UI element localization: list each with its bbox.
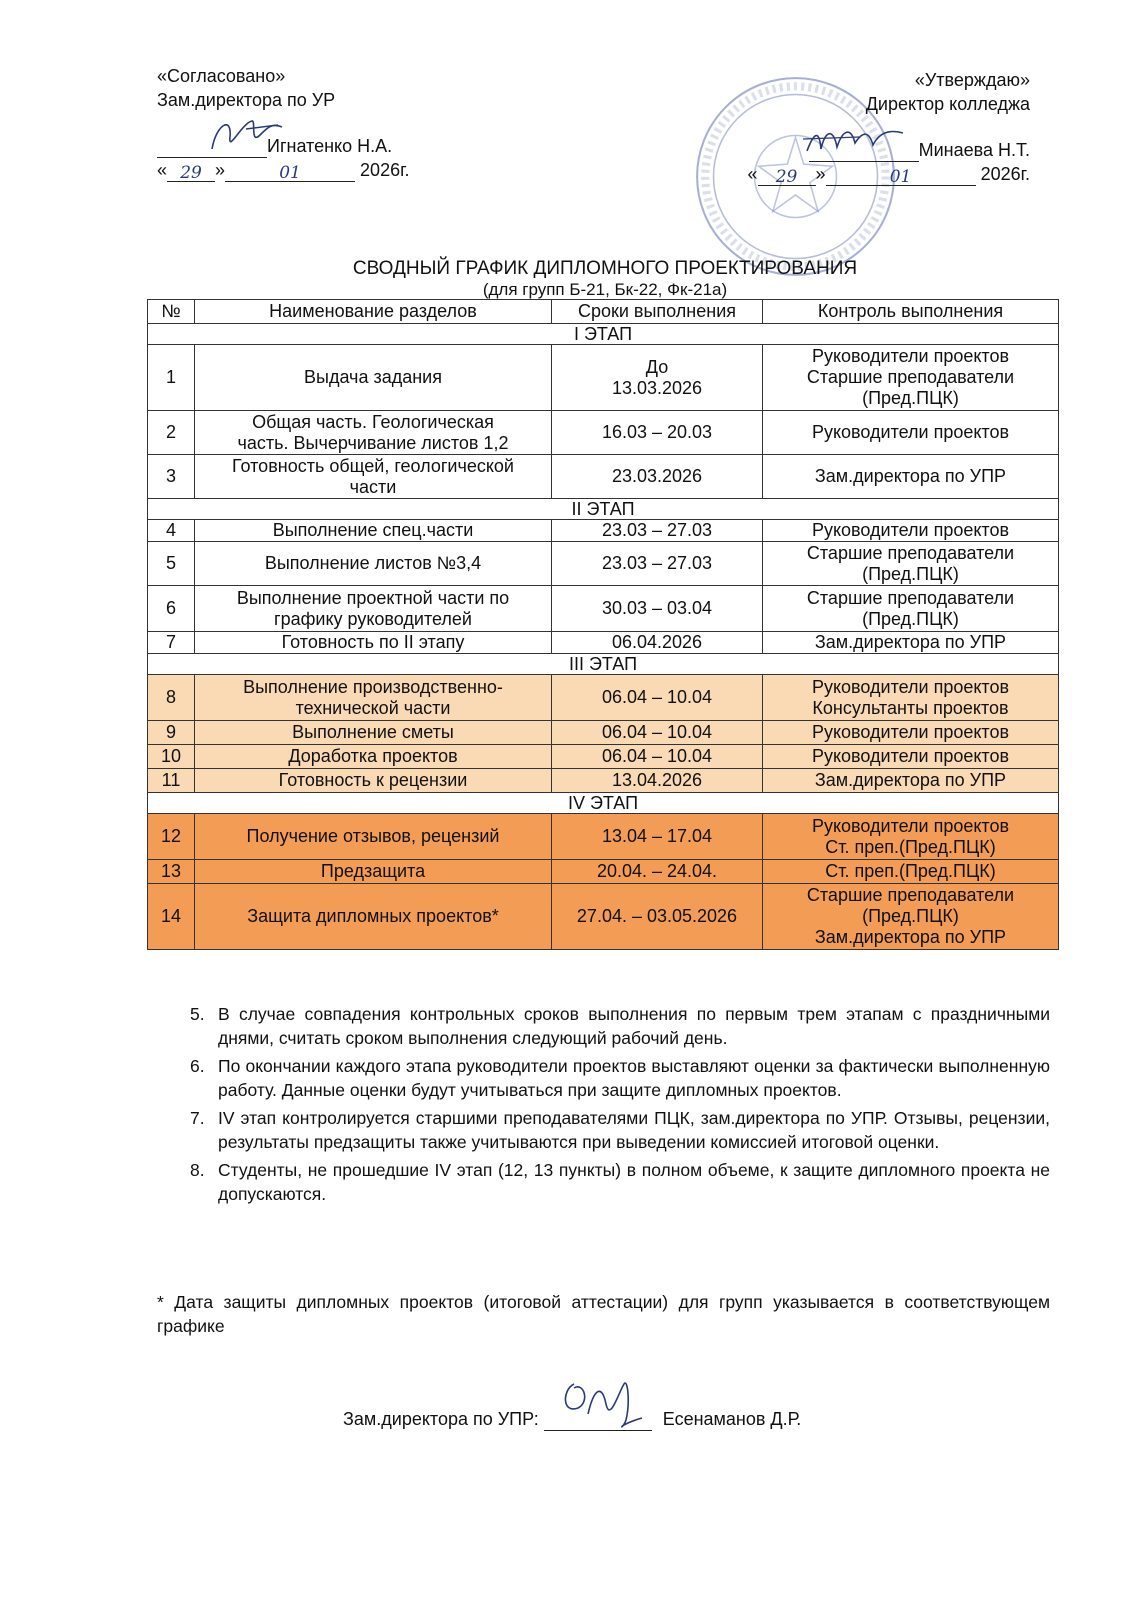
cell-term: 06.04 – 10.04 (552, 745, 763, 769)
approval-right-year: 2026г. (980, 164, 1030, 184)
table-row (148, 721, 1059, 745)
stage-label: II ЭТАП (148, 499, 1059, 520)
approval-right-label: «Утверждаю» (914, 70, 1030, 90)
table-row (148, 542, 1059, 586)
footnote: * Дата защиты дипломных проектов (итоговой аттестации) для групп указывается в соответствующем графике (157, 1292, 1050, 1336)
cell-term: До 13.03.2026 (552, 345, 763, 411)
note-item (190, 1158, 1050, 1206)
approval-right: «Утверждаю» Директор колледжа Минаева Н.Т. « 29 » 01 2026г. (735, 68, 1030, 186)
header-name: Наименование разделов (195, 300, 552, 324)
approval-right-position: Директор колледжа (865, 94, 1030, 114)
approval-left-year: 2026г. (360, 160, 410, 180)
stage-header-row (148, 654, 1059, 675)
table-row (148, 884, 1059, 950)
cell-num: 14 (148, 884, 195, 950)
cell-name: Защита дипломных проектов* (195, 884, 552, 950)
cell-name: Готовность по II этапу (195, 632, 552, 654)
cell-control: Зам.директора по УПР (763, 632, 1059, 654)
cell-name: Общая часть. Геологическая часть. Вычерчивание листов 1,2 (195, 411, 552, 455)
header-num: № (148, 300, 195, 324)
signature-line-bottom (544, 1410, 652, 1431)
note-number: 6. (190, 1056, 205, 1076)
table-row (148, 411, 1059, 455)
cell-term: 30.03 – 03.04 (552, 586, 763, 632)
handwritten-signature-left (202, 115, 292, 155)
cell-num: 7 (148, 632, 195, 654)
table-row (148, 675, 1059, 721)
note-text: Студенты, не прошедшие IV этап (12, 13 пункты) в полном объеме, к защите дипломного проекта не допускаются. (218, 1160, 1050, 1204)
header-term: Сроки выполнения (552, 300, 763, 324)
cell-control: Руководители проектов (763, 411, 1059, 455)
approval-left-month: 01 (225, 161, 355, 182)
approval-right-month: 01 (826, 165, 976, 186)
stage-label: I ЭТАП (148, 324, 1059, 345)
cell-num: 6 (148, 586, 195, 632)
note-text: В случае совпадения контрольных сроков выполнения по первым трем этапам с праздничными днями, считать сроком выполнения следующий рабочий день. (218, 1004, 1050, 1048)
handwritten-signature-bottom (544, 1374, 664, 1434)
cell-term: 16.03 – 20.03 (552, 411, 763, 455)
header-control: Контроль выполнения (763, 300, 1059, 324)
cell-num: 3 (148, 455, 195, 499)
cell-num: 4 (148, 520, 195, 542)
table-header-row (148, 300, 1059, 324)
cell-name: Выполнение проектной части по графику руководителей (195, 586, 552, 632)
stage-header-row (148, 793, 1059, 814)
approval-left-day: 29 (167, 161, 215, 182)
cell-num: 8 (148, 675, 195, 721)
cell-control: Зам.директора по УПР (763, 455, 1059, 499)
document-title: СВОДНЫЙ ГРАФИК ДИПЛОМНОГО ПРОЕКТИРОВАНИЯ (352, 258, 858, 279)
note-item (190, 1054, 1050, 1102)
note-item (190, 1002, 1050, 1050)
cell-num: 1 (148, 345, 195, 411)
approval-right-day: 29 (758, 165, 816, 186)
cell-num: 13 (148, 860, 195, 884)
approval-left-name: Игнатенко Н.А. (267, 136, 393, 156)
cell-control: Руководители проектов Консультанты проектов (763, 675, 1059, 721)
cell-name: Доработка проектов (195, 745, 552, 769)
cell-control: Руководители проектов (763, 721, 1059, 745)
note-number: 5. (190, 1004, 205, 1024)
cell-name: Готовность общей, геологической части (195, 455, 552, 499)
cell-control: Руководители проектов (763, 520, 1059, 542)
signature-name: Есенаманов Д.Р. (662, 1409, 802, 1429)
bottom-signature (343, 1407, 801, 1431)
stage-header-row (148, 499, 1059, 520)
cell-name: Готовность к рецензии (195, 769, 552, 793)
handwritten-signature-right (799, 121, 909, 161)
approval-left-label: «Согласовано» (157, 66, 286, 86)
signature-line-left (157, 137, 267, 158)
cell-num: 11 (148, 769, 195, 793)
stage-label: IV ЭТАП (148, 793, 1059, 814)
cell-term: 06.04 – 10.04 (552, 721, 763, 745)
cell-control: Руководители проектов Ст. преп.(Пред.ПЦК) (763, 814, 1059, 860)
cell-name: Получение отзывов, рецензий (195, 814, 552, 860)
cell-num: 12 (148, 814, 195, 860)
approval-right-name: Минаева Н.Т. (918, 140, 1030, 160)
table-row (148, 769, 1059, 793)
note-text: По окончании каждого этапа руководители проектов выставляют оценки за фактически выполненную работу. Данные оценки будут учитываться при защите дипломных проектов. (218, 1056, 1050, 1100)
cell-term: 13.04 – 17.04 (552, 814, 763, 860)
cell-name: Выдача задания (195, 345, 552, 411)
cell-control: Руководители проектов (763, 745, 1059, 769)
note-number: 8. (190, 1160, 205, 1180)
approval-left-position: Зам.директора по УР (157, 90, 336, 110)
cell-control: Ст. преп.(Пред.ПЦК) (763, 860, 1059, 884)
note-number: 7. (190, 1108, 205, 1128)
table-row (148, 860, 1059, 884)
table-row (148, 520, 1059, 542)
cell-num: 10 (148, 745, 195, 769)
cell-term: 23.03 – 27.03 (552, 542, 763, 586)
table-row (148, 632, 1059, 654)
table-row (148, 455, 1059, 499)
document-subtitle: (для групп Б-21, Бк-22, Фк-21а) (482, 280, 728, 299)
schedule-body (148, 300, 1059, 950)
approval-left: «Согласовано» Зам.директора по УР Игнатенко Н.А. « 29 » 01 2026г. (157, 66, 410, 183)
note-item (190, 1106, 1050, 1154)
schedule-table (147, 299, 1059, 950)
cell-name: Выполнение спец.части (195, 520, 552, 542)
table-row (148, 745, 1059, 769)
cell-term: 13.04.2026 (552, 769, 763, 793)
cell-name: Выполнение производственно- технической части (195, 675, 552, 721)
cell-num: 5 (148, 542, 195, 586)
cell-term: 27.04. – 03.05.2026 (552, 884, 763, 950)
stage-label: III ЭТАП (148, 654, 1059, 675)
cell-name: Выполнение сметы (195, 721, 552, 745)
cell-control: Старшие преподаватели (Пред.ПЦК) Зам.директора по УПР (763, 884, 1059, 950)
cell-term: 06.04.2026 (552, 632, 763, 654)
note-text: IV этап контролируется старшими преподавателями ПЦК, зам.директора по УПР. Отзывы, рецензии, результаты предзащиты также учитываются при выведении комиссией итоговой оценки. (218, 1108, 1050, 1152)
cell-num: 9 (148, 721, 195, 745)
table-row (148, 586, 1059, 632)
table-row (148, 345, 1059, 411)
cell-term: 20.04. – 24.04. (552, 860, 763, 884)
notes-list (190, 1002, 1050, 1210)
cell-term: 23.03.2026 (552, 455, 763, 499)
cell-term: 06.04 – 10.04 (552, 675, 763, 721)
cell-control: Руководители проектов Старшие преподаватели (Пред.ПЦК) (763, 345, 1059, 411)
cell-control: Старшие преподаватели (Пред.ПЦК) (763, 586, 1059, 632)
signature-position: Зам.директора по УПР: (343, 1409, 539, 1429)
cell-control: Зам.директора по УПР (763, 769, 1059, 793)
table-row (148, 814, 1059, 860)
cell-term: 23.03 – 27.03 (552, 520, 763, 542)
cell-name: Выполнение листов №3,4 (195, 542, 552, 586)
cell-num: 2 (148, 411, 195, 455)
cell-control: Старшие преподаватели (Пред.ПЦК) (763, 542, 1059, 586)
signature-line-right (809, 141, 919, 162)
stage-header-row (148, 324, 1059, 345)
cell-name: Предзащита (195, 860, 552, 884)
